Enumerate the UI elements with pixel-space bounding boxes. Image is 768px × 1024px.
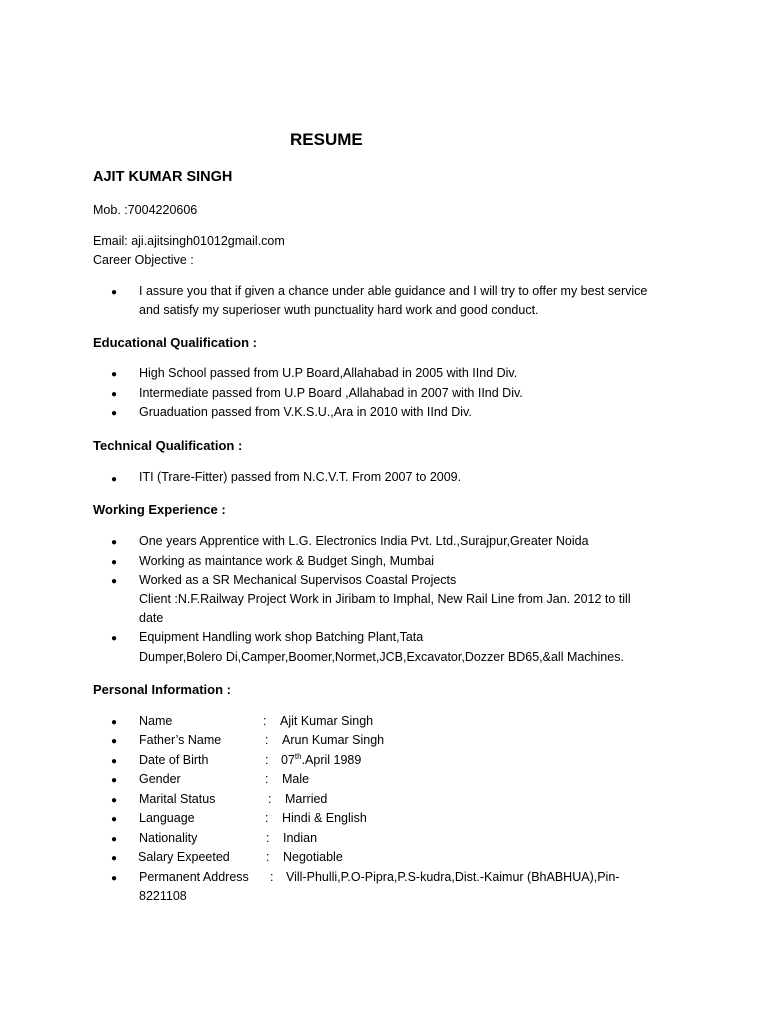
personal-label-address: Permanent Address: [139, 870, 249, 884]
experience-item: Working as maintance work & Budget Singh, Mumbai: [139, 554, 435, 568]
personal-label-language: Language: [139, 811, 195, 825]
personal-label-dob: Date of Birth: [139, 753, 209, 767]
personal-heading: Personal Information :: [93, 682, 231, 697]
bullet-icon: ●: [111, 389, 118, 400]
label-colon: :: [265, 733, 269, 747]
bullet-icon: ●: [111, 287, 118, 298]
bullet-icon: ●: [111, 474, 118, 485]
label-colon: :: [265, 811, 269, 825]
candidate-name: AJIT KUMAR SINGH: [93, 169, 233, 185]
experience-item-continuation: Client :N.F.Railway Project Work in Jiribam to Imphal, New Rail Line from Jan. 2012 to till: [139, 592, 631, 606]
label-colon: :: [266, 850, 270, 864]
career-objective-line: and satisfy my superioser wuth punctuality hard work and good conduct.: [139, 303, 539, 317]
personal-value-marital: Married: [285, 792, 328, 806]
education-item: Intermediate passed from U.P Board ,Allahabad in 2007 with IInd Div.: [139, 386, 523, 400]
bullet-icon: ●: [111, 408, 118, 419]
technical-heading: Technical Qualification :: [93, 438, 243, 453]
personal-value-father: Arun Kumar Singh: [282, 733, 385, 747]
bullet-icon: ●: [111, 834, 118, 845]
personal-label-name: Name: [139, 714, 173, 728]
bullet-icon: ●: [111, 775, 118, 786]
bullet-icon: ●: [111, 873, 118, 884]
experience-heading: Working Experience :: [93, 502, 226, 517]
education-heading: Educational Qualification :: [93, 335, 257, 350]
bullet-icon: ●: [111, 853, 118, 864]
bullet-icon: ●: [111, 756, 118, 767]
label-colon: :: [265, 772, 269, 786]
personal-value-dob: [281, 753, 361, 767]
dob-day: 07: [281, 753, 295, 767]
experience-item: Worked as a SR Mechanical Supervisos Coastal Projects: [139, 573, 457, 587]
career-objective-heading: Career Objective :: [93, 253, 194, 267]
personal-label-gender: Gender: [139, 772, 181, 786]
label-colon: :: [265, 753, 269, 767]
education-item: High School passed from U.P Board,Allahabad in 2005 with IInd Div.: [139, 366, 518, 380]
personal-value-address-continuation: 8221108: [139, 889, 187, 903]
bullet-icon: ●: [111, 537, 118, 548]
bullet-icon: ●: [111, 369, 118, 380]
label-colon: :: [263, 714, 267, 728]
career-objective-line: I assure you that if given a chance under able guidance and I will try to offer my best service: [139, 284, 648, 298]
personal-label-salary: Salary Expeeted: [138, 850, 230, 864]
personal-value-name: Ajit Kumar Singh: [280, 714, 374, 728]
bullet-icon: ●: [111, 576, 118, 587]
email-address: Email: aji.ajitsingh01012gmail.com: [93, 234, 285, 248]
label-colon: :: [268, 792, 272, 806]
experience-item-continuation: date: [139, 611, 164, 625]
bullet-icon: ●: [111, 795, 118, 806]
experience-item-continuation: Dumper,Bolero Di,Camper,Boomer,Normet,JCB,Excavator,Dozzer BD65,&all Machines.: [139, 650, 624, 664]
bullet-icon: ●: [111, 633, 118, 644]
technical-item: ITI (Trare-Fitter) passed from N.C.V.T. From 2007 to 2009.: [139, 470, 462, 484]
personal-value-nationality: Indian: [283, 831, 318, 845]
bullet-icon: ●: [111, 717, 118, 728]
dob-ordinal-suffix: th: [294, 751, 302, 761]
bullet-icon: ●: [111, 736, 118, 747]
bullet-icon: ●: [111, 814, 118, 825]
document-title: RESUME: [290, 130, 363, 149]
personal-value-gender: Male: [282, 772, 310, 786]
label-colon: :: [270, 870, 274, 884]
personal-label-nationality: Nationality: [139, 831, 198, 845]
dob-month-year: .April 1989: [301, 753, 362, 767]
label-colon: :: [266, 831, 270, 845]
experience-item: Equipment Handling work shop Batching Plant,Tata: [139, 630, 424, 644]
personal-label-father: Father’s Name: [139, 733, 222, 747]
mobile-number: Mob. :7004220606: [93, 203, 198, 217]
experience-item: One years Apprentice with L.G. Electronics India Pvt. Ltd.,Surajpur,Greater Noida: [139, 534, 589, 548]
bullet-icon: ●: [111, 557, 118, 568]
personal-label-marital: Marital Status: [139, 792, 216, 806]
personal-value-salary: Negotiable: [283, 850, 343, 864]
personal-value-address: Vill-Phulli,P.O-Pipra,P.S-kudra,Dist.-Kaimur (BhABHUA),Pin-: [286, 870, 620, 884]
education-item: Gruaduation passed from V.K.S.U.,Ara in 2010 with IInd Div.: [139, 405, 472, 419]
personal-value-language: Hindi & English: [282, 811, 367, 825]
